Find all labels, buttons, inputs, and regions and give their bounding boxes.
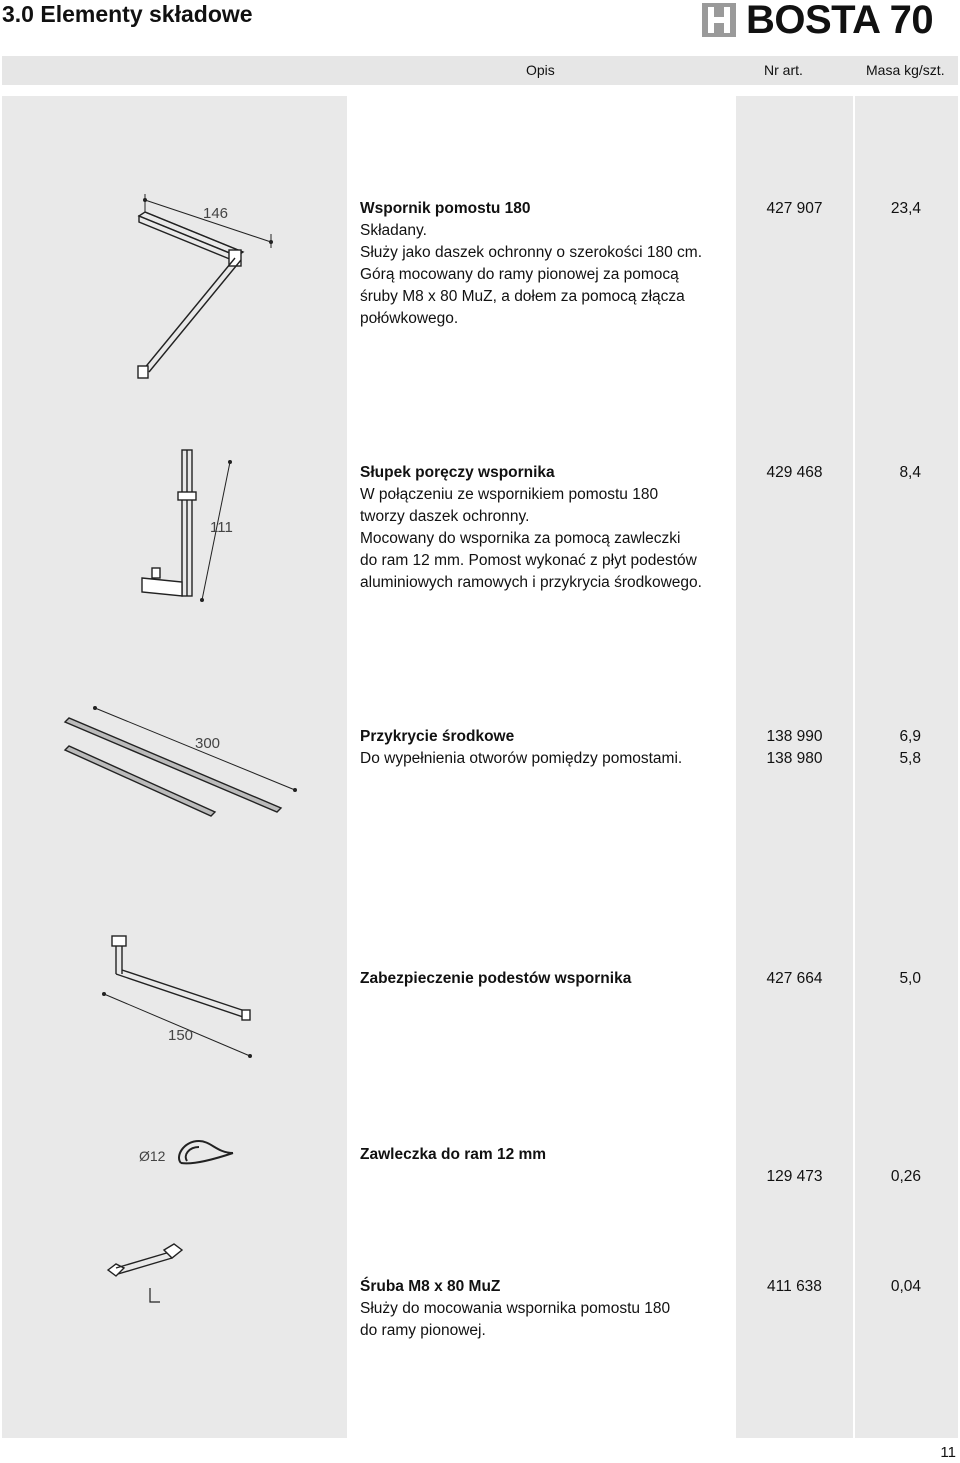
item-text-line: połówkowego.: [360, 310, 459, 327]
mass-value: 5,8: [899, 750, 921, 767]
platform-lock-drawing: [100, 930, 260, 1065]
table-header-bar: [2, 56, 958, 85]
item-description: [360, 968, 730, 990]
item-text-line: śruby M8 x 80 MuZ, a dołem za pomocą złącza: [360, 288, 685, 305]
item-text-line: do ramy pionowej.: [360, 1322, 486, 1339]
item-name: Przykrycie środkowe: [360, 728, 515, 745]
mass-value: 6,9: [899, 728, 921, 745]
dimension-label: 150: [168, 1027, 194, 1044]
item-description: [360, 1144, 730, 1166]
cotter-pin-drawing: [135, 1135, 245, 1175]
dimension-label: 111: [210, 519, 233, 536]
header-mass: Masa kg/szt.: [866, 62, 945, 78]
article-number: 427 664: [766, 970, 823, 987]
page-number: 11: [940, 1444, 956, 1461]
brand-logo: [702, 0, 933, 40]
brand-name: BOSTA 70: [746, 0, 934, 42]
center-cover-drawing: [55, 700, 315, 820]
item-text-line: Mocowany do wspornika za pomocą zawleczki: [360, 530, 681, 547]
item-description: [360, 462, 730, 594]
railing-post-drawing: [130, 440, 250, 615]
item-description: [360, 726, 730, 770]
article-number: 138 990: [766, 728, 823, 745]
mass-value: 5,0: [899, 970, 921, 987]
item-text-line: aluminiowych ramowych i przykrycia środkowego.: [360, 574, 702, 591]
article-number: 138 980: [766, 750, 823, 767]
bolt-drawing: [100, 1240, 190, 1310]
item-name: Wspornik pomostu 180: [360, 200, 531, 217]
page-title: 3.0 Elementy składowe: [2, 1, 253, 27]
mass-value: 8,4: [899, 464, 921, 481]
item-text-line: Służy do mocowania wspornika pomostu 180: [360, 1300, 671, 1317]
dimension-label: Ø12: [139, 1148, 166, 1164]
mass-value: 0,04: [890, 1278, 921, 1295]
item-name: Zabezpieczenie podestów wspornika: [360, 970, 632, 987]
article-number: 429 468: [766, 464, 823, 481]
mass-value: 23,4: [890, 200, 921, 217]
item-description: [360, 1276, 730, 1342]
dimension-label: 146: [203, 205, 229, 222]
item-name: Śruba M8 x 80 MuZ: [360, 1278, 501, 1295]
item-description: [360, 198, 730, 330]
dimension-label: 300: [195, 735, 221, 752]
article-number: 411 638: [767, 1278, 822, 1295]
item-name: Słupek poręczy wspornika: [360, 464, 555, 481]
item-text-line: Składany.: [360, 222, 427, 239]
article-number: 129 473: [766, 1168, 823, 1185]
article-number: 427 907: [766, 200, 823, 217]
item-text-line: tworzy daszek ochronny.: [360, 508, 530, 525]
item-text-line: Do wypełnienia otworów pomiędzy pomostami.: [360, 750, 683, 767]
mass-value: 0,26: [890, 1168, 921, 1185]
item-text-line: do ram 12 mm. Pomost wykonać z płyt podestów: [360, 552, 697, 569]
item-name: Zawleczka do ram 12 mm: [360, 1146, 547, 1163]
item-text-line: W połączeniu ze wspornikiem pomostu 180: [360, 486, 659, 503]
bracket-drawing: [125, 190, 285, 390]
header-article-no: Nr art.: [764, 62, 803, 78]
brand-mark-icon: [702, 3, 736, 37]
item-text-line: Służy jako daszek ochronny o szerokości 180 cm.: [360, 244, 703, 261]
header-description: Opis: [526, 62, 555, 78]
item-text-line: Górą mocowany do ramy pionowej za pomocą: [360, 266, 679, 283]
